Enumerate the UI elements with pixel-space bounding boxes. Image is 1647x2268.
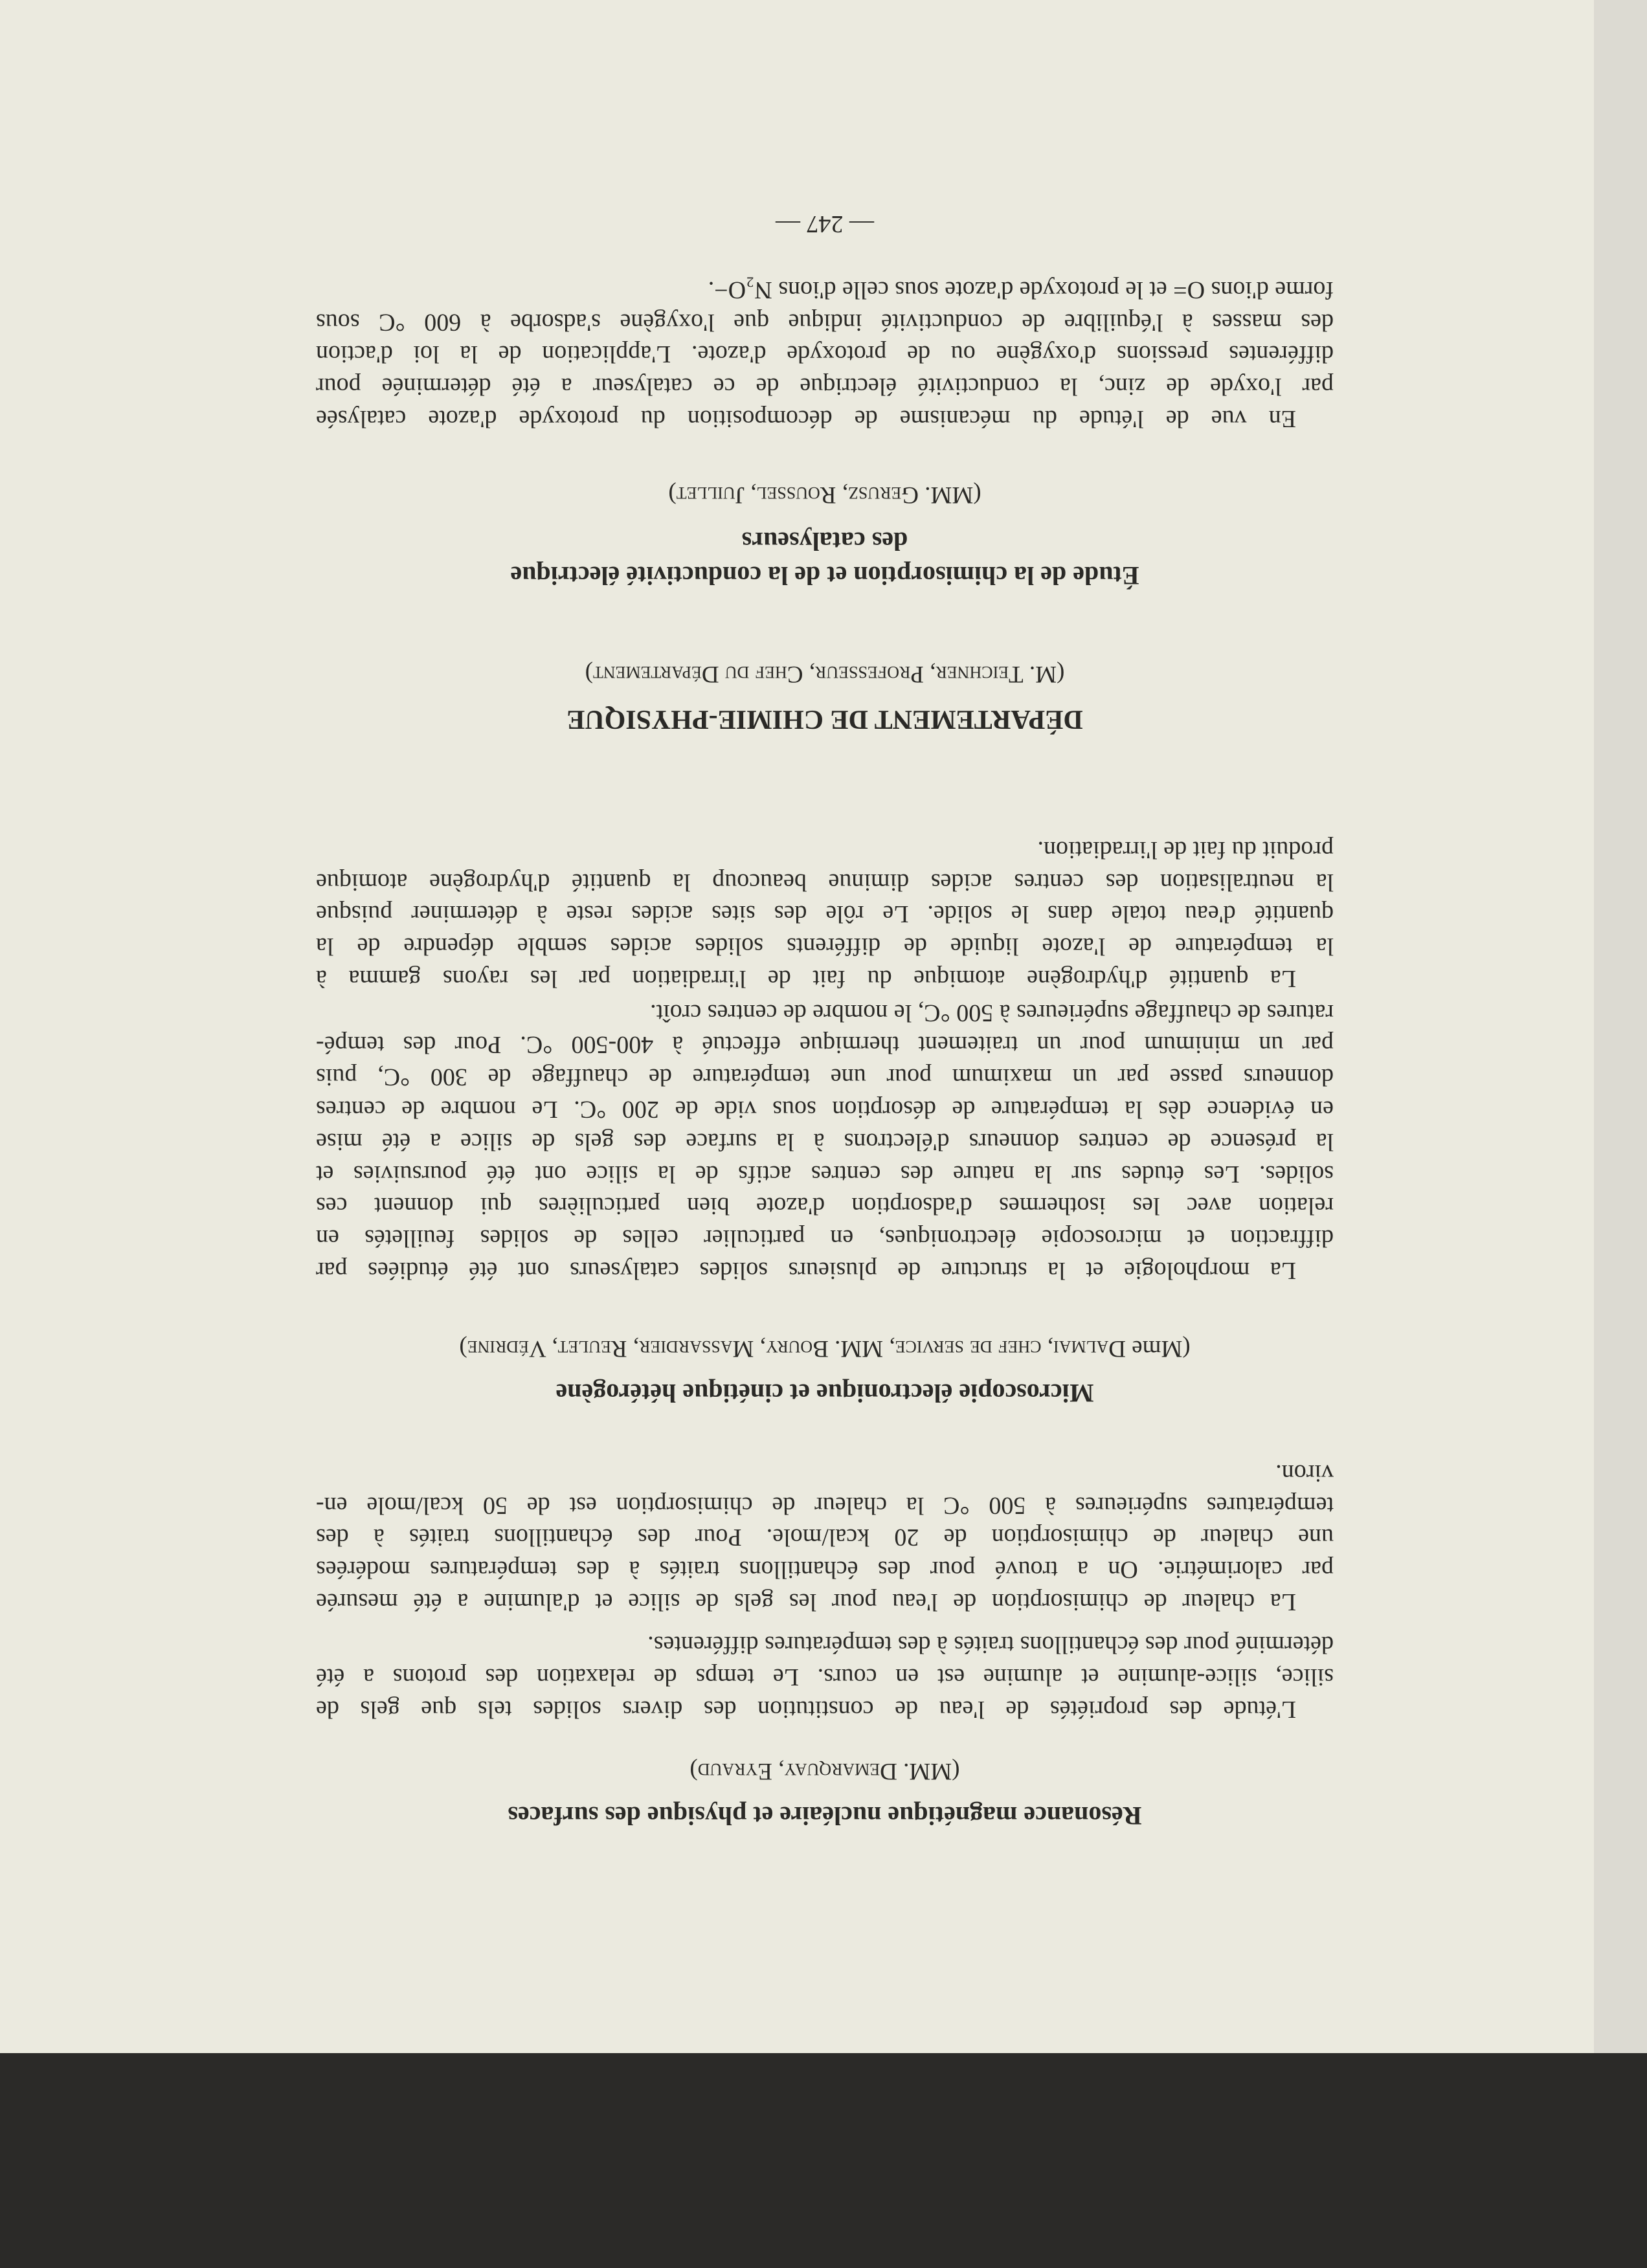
paragraph: [316, 996, 1334, 1286]
text-line: solides. Les études sur la nature des centres actifs de la silice ont été poursuivies et: [316, 1160, 1334, 1188]
text-line: relation avec les isothermes d'adsorption d'azote bien particulières qui donnent ces: [316, 1192, 1334, 1220]
section-authors-microscopie: [316, 1332, 1334, 1364]
authors-names: Teichner, Professeur, Chef du Département: [592, 661, 1024, 687]
section-heading-microscopie: Microscopie électronique et cinétique hétérogène: [555, 1379, 1094, 1408]
scanner-background-right: [1594, 0, 1647, 2053]
paragraph: [316, 1629, 1334, 1725]
text-line: par calorimétrie. On a trouvé pour des échantillons traités à des températures modérées: [316, 1556, 1334, 1584]
department-head: [316, 658, 1334, 690]
page-content-rotated: [316, 207, 1334, 1838]
paragraph: [316, 833, 1334, 994]
text-line: déterminé pour des échantillons traités à des températures différentes.: [647, 1631, 1334, 1659]
text-line: par un minimum pour un traitement thermique effectué à 400-500 °C. Pour des tempé-: [316, 1031, 1334, 1059]
authors-prefix: (M.: [1023, 661, 1065, 687]
text-line: silice, silice-alumine et alumine est en cours. Le temps de relaxation des protons a été: [316, 1663, 1334, 1691]
text-line: La morphologie et la structure de plusieurs solides catalyseurs ont été étudiées par: [316, 1257, 1296, 1284]
text-line: donneurs passe par un maximum pour une température de chauffage de 300 °C, puis: [316, 1063, 1334, 1091]
text-line: En vue de l'étude du mécanisme de décomposition du protoxyde d'azote catalysée: [316, 405, 1296, 432]
section-authors-chimisorption: [316, 478, 1334, 511]
text-line: diffraction et microscopie électroniques, en particulier celles de solides feuilletés en: [316, 1225, 1334, 1252]
text-line: produit du fait de l'irradiation.: [1037, 836, 1334, 863]
text-line: forme d'ions O= et le protoxyde d'azote sous celle d'ions N₂O−.: [708, 276, 1334, 304]
text-line: ratures de chauffage supérieures à 500 °C, le nombre de centres croît.: [650, 999, 1334, 1027]
section-authors-rmn: [316, 1755, 1334, 1787]
department-heading: DÉPARTEMENT DE CHIMIE-PHYSIQUE: [566, 704, 1083, 734]
paragraph: [316, 273, 1334, 434]
text-line: La chaleur de chimisorption de l'eau pour les gels de silice et d'alumine a été mesurée: [316, 1588, 1296, 1616]
authors-suffix: ): [689, 1758, 698, 1784]
section-heading-chimisorption-line1: Étude de la chimisorption et de la conductivité électrique: [510, 561, 1139, 590]
text-line: une chaleur de chimisorption de 20 kcal/mole. Pour des échantillons traités à des: [316, 1524, 1334, 1551]
authors-prefix: (MM.: [897, 1758, 960, 1784]
authors-prefix: (MM.: [919, 482, 981, 508]
text-line: la neutralisation des centres acides diminue beaucoup la quantité d'hydrogène atomique: [316, 868, 1334, 896]
text-line: viron.: [1275, 1459, 1334, 1487]
text-line: par l'oxyde de zinc, la conductivité électrique de ce catalyseur a été déterminée pour: [316, 373, 1334, 401]
authors-names: Demarquay, Eyraud: [697, 1758, 897, 1784]
section-heading-rmn: Résonance magnétique nucléaire et physique des surfaces: [508, 1801, 1142, 1830]
text-line: quantité d'eau totale dans le solide. Le rôle des sites acides reste à déterminer puisque: [316, 900, 1334, 928]
page-number: — 247 —: [776, 210, 874, 238]
text-line: la présence de centres donneurs d'électrons à la surface des gels de silice a été mise: [316, 1128, 1334, 1155]
text-line: températures supérieures à 500 °C la chaleur de chimisorption est de 50 kcal/mole en-: [316, 1491, 1334, 1519]
text-line: différentes pressions d'oxygène ou de protoxyde d'azote. L'application de la loi d'action: [316, 340, 1334, 368]
authors-names: Gerusz, Roussel, Juillet: [676, 482, 919, 508]
text-line: la température de l'azote liquide de différents solides acides semble dépendre de la: [316, 933, 1334, 961]
scanner-background-bottom: [0, 2053, 1647, 2268]
paragraph: [316, 1456, 1334, 1618]
text-line: en évidence dès la température de désorption sous vide de 200 °C. Le nombre de centres: [316, 1096, 1334, 1124]
authors-suffix: ): [668, 482, 677, 508]
authors-suffix: ): [585, 661, 593, 687]
authors-names: Dalmai, chef de service, MM. Boury, Massardier, Reulet, Védrine: [467, 1335, 1126, 1362]
authors-suffix: ): [459, 1335, 467, 1362]
section-heading-chimisorption-line2: des catalyseurs: [741, 527, 908, 556]
authors-prefix: (Mme: [1125, 1335, 1191, 1362]
text-line: La quantité d'hydrogène atomique du fait de l'irradiation par les rayons gamma à: [316, 965, 1296, 992]
text-line: des masses à l'équilibre de conductivité indique que l'oxygène s'adsorbe à 600 °C sous: [316, 308, 1334, 336]
text-line: L'étude des propriétés de l'eau de constitution des divers solides tels que gels de: [316, 1696, 1296, 1723]
